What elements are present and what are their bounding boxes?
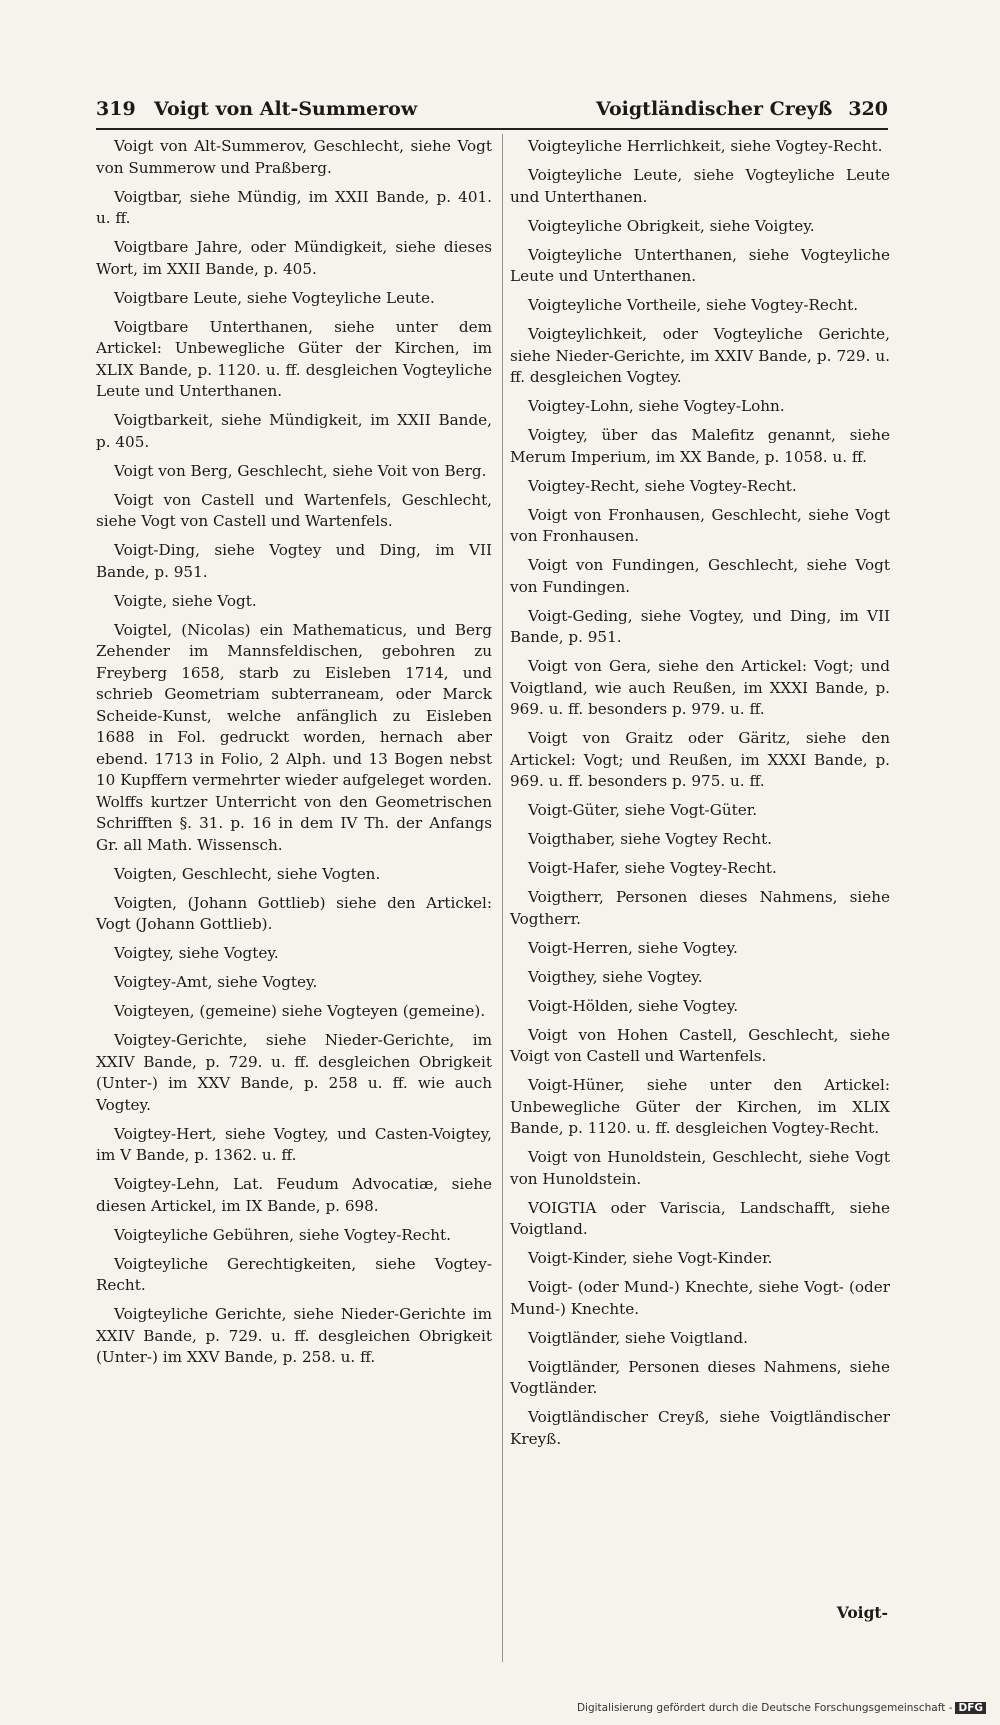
dictionary-entry: Voigtey-Hert, siehe Vogtey, und Casten-Voigtey, im V Bande, p. 1362. u. ff.: [96, 1124, 492, 1164]
dictionary-entry: Voigt-Geding, siehe Vogtey, und Ding, im VII Bande, p. 951.: [510, 606, 890, 646]
header-rule: [96, 128, 888, 130]
dictionary-entry: Voigten, (Johann Gottlieb) siehe den Artickel: Vogt (Johann Gottlieb).: [96, 893, 492, 933]
dictionary-entry: Voigt von Graitz oder Gäritz, siehe den Artickel: Vogt; und Reußen, im XXXI Bande, p. 969. u. ff. besonders p. 975. u. ff.: [510, 729, 890, 790]
dictionary-entry: Voigteyliche Unterthanen, siehe Vogteyliche Leute und Unterthanen.: [510, 245, 890, 285]
dictionary-entry: Voigtey-Lehn, Lat. Feudum Advocatiæ, siehe diesen Artickel, im IX Bande, p. 698.: [96, 1175, 492, 1215]
dictionary-entry: Voigteyliche Gerichte, siehe Nieder-Gerichte im XXIV Bande, p. 729. u. ff. desgleichen Obrigkeit (Unter-) im XXV Bande, p. 258. u. ff.: [96, 1305, 492, 1366]
dictionary-entry: Voigtländer, siehe Voigtland.: [528, 1328, 748, 1347]
dictionary-entry: Voigt von Alt-Summerov, Geschlecht, siehe Vogt von Summerow und Praßberg.: [96, 137, 492, 177]
dictionary-entry: Voigt-Hölden, siehe Vogtey.: [528, 996, 739, 1015]
dictionary-entry: Voigt-Güter, siehe Vogt-Güter.: [528, 801, 758, 819]
dictionary-entry: Voigtländer, Personen dieses Nahmens, siehe Vogtländer.: [510, 1357, 890, 1397]
dictionary-entry: Voigt von Fronhausen, Geschlecht, siehe Vogt von Fronhausen.: [510, 505, 890, 545]
dictionary-entry: Voigt-Kinder, siehe Vogt-Kinder.: [528, 1249, 773, 1267]
dictionary-entry: Voigt von Berg, Geschlecht, siehe Voit von Berg.: [114, 461, 487, 480]
dictionary-entry: Voigtey-Lohn, siehe Vogtey-Lohn.: [528, 397, 785, 415]
page-number-right: 320: [848, 98, 888, 120]
dictionary-entry: Voigt von Gera, siehe den Artickel: Vogt; und Voigtland, wie auch Reußen, im XXXI Bande, p. 969. u. ff. besonders p. 979. u. ff.: [510, 657, 890, 718]
dictionary-entry: Voigteyliche Herrlichkeit, siehe Vogtey-Recht.: [528, 137, 883, 155]
dictionary-entry: Voigt von Castell und Wartenfels, Geschlecht, siehe Vogt von Castell und Wartenfels.: [96, 490, 492, 530]
running-title-right: Voigtländischer Creyß: [596, 98, 833, 120]
dictionary-entry: Voigt- (oder Mund-) Knechte, siehe Vogt- (oder Mund-) Knechte.: [510, 1278, 890, 1318]
footer-text: Digitalisierung gefördert durch die Deutsche Forschungsgemeinschaft -: [576, 1702, 953, 1714]
dictionary-entry: Voigtländischer Creyß, siehe Voigtländischer Kreyß.: [510, 1408, 890, 1448]
page-header: [96, 98, 888, 128]
dictionary-entry: Voigt-Hafer, siehe Vogtey-Recht.: [528, 859, 777, 877]
dictionary-entry: Voigt von Fundingen, Geschlecht, siehe Vogt von Fundingen.: [510, 556, 890, 596]
dictionary-entry: Voigtbare Jahre, oder Mündigkeit, siehe dieses Wort, im XXII Bande, p. 405.: [96, 238, 492, 278]
dictionary-entry: Voigt-Herren, siehe Vogtey.: [528, 938, 738, 957]
dictionary-entry: Voigten, Geschlecht, siehe Vogten.: [114, 864, 381, 883]
dictionary-entry: Voigtbarkeit, siehe Mündigkeit, im XXII Bande, p. 405.: [96, 411, 492, 451]
dictionary-entry: Voigtey, über das Malefitz genannt, siehe Merum Imperium, im XX Bande, p. 1058. u. ff.: [510, 426, 890, 466]
dictionary-entry: Voigt von Hohen Castell, Geschlecht, siehe Voigt von Castell und Wartenfels.: [510, 1025, 890, 1065]
dictionary-entry: Voigteyliche Vortheile, siehe Vogtey-Recht.: [528, 296, 859, 314]
dictionary-entry: Voigteyliche Obrigkeit, siehe Voigtey.: [528, 216, 815, 235]
dictionary-entry: Voigtbare Unterthanen, siehe unter dem Artickel: Unbewegliche Güter der Kirchen, im XLIX Bande, p. 1120. u. ff. desgleichen Vogteyliche Leute und Unterthanen.: [96, 317, 492, 400]
dictionary-entry: Voigteyliche Leute, siehe Vogteyliche Leute und Unterthanen.: [510, 166, 890, 206]
dictionary-entry: Voigte, siehe Vogt.: [114, 591, 257, 610]
dictionary-entry: Voigthaber, siehe Vogtey Recht.: [528, 830, 773, 848]
page-number-left: 319: [96, 98, 136, 120]
dictionary-entry: VOIGTIA oder Variscia, Landschafft, siehe Voigtland.: [510, 1198, 890, 1238]
dfg-logo: DFG: [955, 1702, 986, 1714]
dictionary-entry: Voigthey, siehe Vogtey.: [528, 967, 703, 986]
dictionary-entry: Voigtey, siehe Vogtey.: [114, 944, 279, 962]
footer: [577, 1702, 986, 1714]
dictionary-entry: Voigteyen, (gemeine) siehe Vogteyen (gemeine).: [114, 1002, 486, 1020]
dictionary-entry: Voigt-Hüner, siehe unter den Artickel: Unbewegliche Güter der Kirchen, im XLIX Bande, p. 1120. u. ff. desgleichen Vogtey-Recht.: [510, 1076, 890, 1137]
running-title-left: Voigt von Alt-Summerow: [154, 98, 418, 120]
right-column: [510, 136, 890, 1458]
dictionary-entry: Voigtel, (Nicolas) ein Mathematicus, und Berg Zehender im Mannsfeldischen, gebohren zu Freyberg 1658, starb zu Eisleben 1714, und schrieb Geometriam subterraneam, oder Marck Scheide-Kunst, welche anfänglich zu Eisleben 1688 in Fol. gedruckt worden, hernach aber ebend. 1713 in Folio, 2 Alph. und 13 Bogen nebst 10 Kupffern vermehrter wieder aufgeleget worden. Wolffs kurtzer Unterricht von den Geometrischen Schrifften §. 31. p. 16 in dem IV Th. der Anfangs Gr. all Math. Wissensch.: [96, 620, 492, 854]
dictionary-entry: Voigtbare Leute, siehe Vogteyliche Leute.: [114, 288, 435, 307]
left-column: [96, 136, 492, 1376]
dictionary-entry: Voigtherr, Personen dieses Nahmens, siehe Vogtherr.: [510, 888, 890, 928]
dictionary-entry: Voigt von Hunoldstein, Geschlecht, siehe Vogt von Hunoldstein.: [510, 1148, 890, 1188]
catchword: Voigt-: [836, 1603, 888, 1622]
dictionary-entry: Voigtbar, siehe Mündig, im XXII Bande, p. 401. u. ff.: [96, 187, 492, 227]
dictionary-entry: Voigtey-Recht, siehe Vogtey-Recht.: [528, 476, 797, 495]
dictionary-entry: Voigteylichkeit, oder Vogteyliche Gerichte, siehe Nieder-Gerichte, im XXIV Bande, p. 729. u. ff. desgleichen Vogtey.: [510, 325, 890, 386]
dictionary-entry: Voigteyliche Gebühren, siehe Vogtey-Recht.: [114, 1225, 451, 1244]
dictionary-entry: Voigteyliche Gerechtigkeiten, siehe Vogtey-Recht.: [96, 1254, 492, 1294]
dictionary-entry: Voigt-Ding, siehe Vogtey und Ding, im VII Bande, p. 951.: [96, 541, 492, 581]
dictionary-entry: Voigtey-Amt, siehe Vogtey.: [114, 973, 318, 991]
column-divider: [502, 134, 503, 1662]
dictionary-entry: Voigtey-Gerichte, siehe Nieder-Gerichte, im XXIV Bande, p. 729. u. ff. desgleichen Obrigkeit (Unter-) im XXV Bande, p. 258 u. ff. wie auch Vogtey.: [96, 1031, 492, 1114]
